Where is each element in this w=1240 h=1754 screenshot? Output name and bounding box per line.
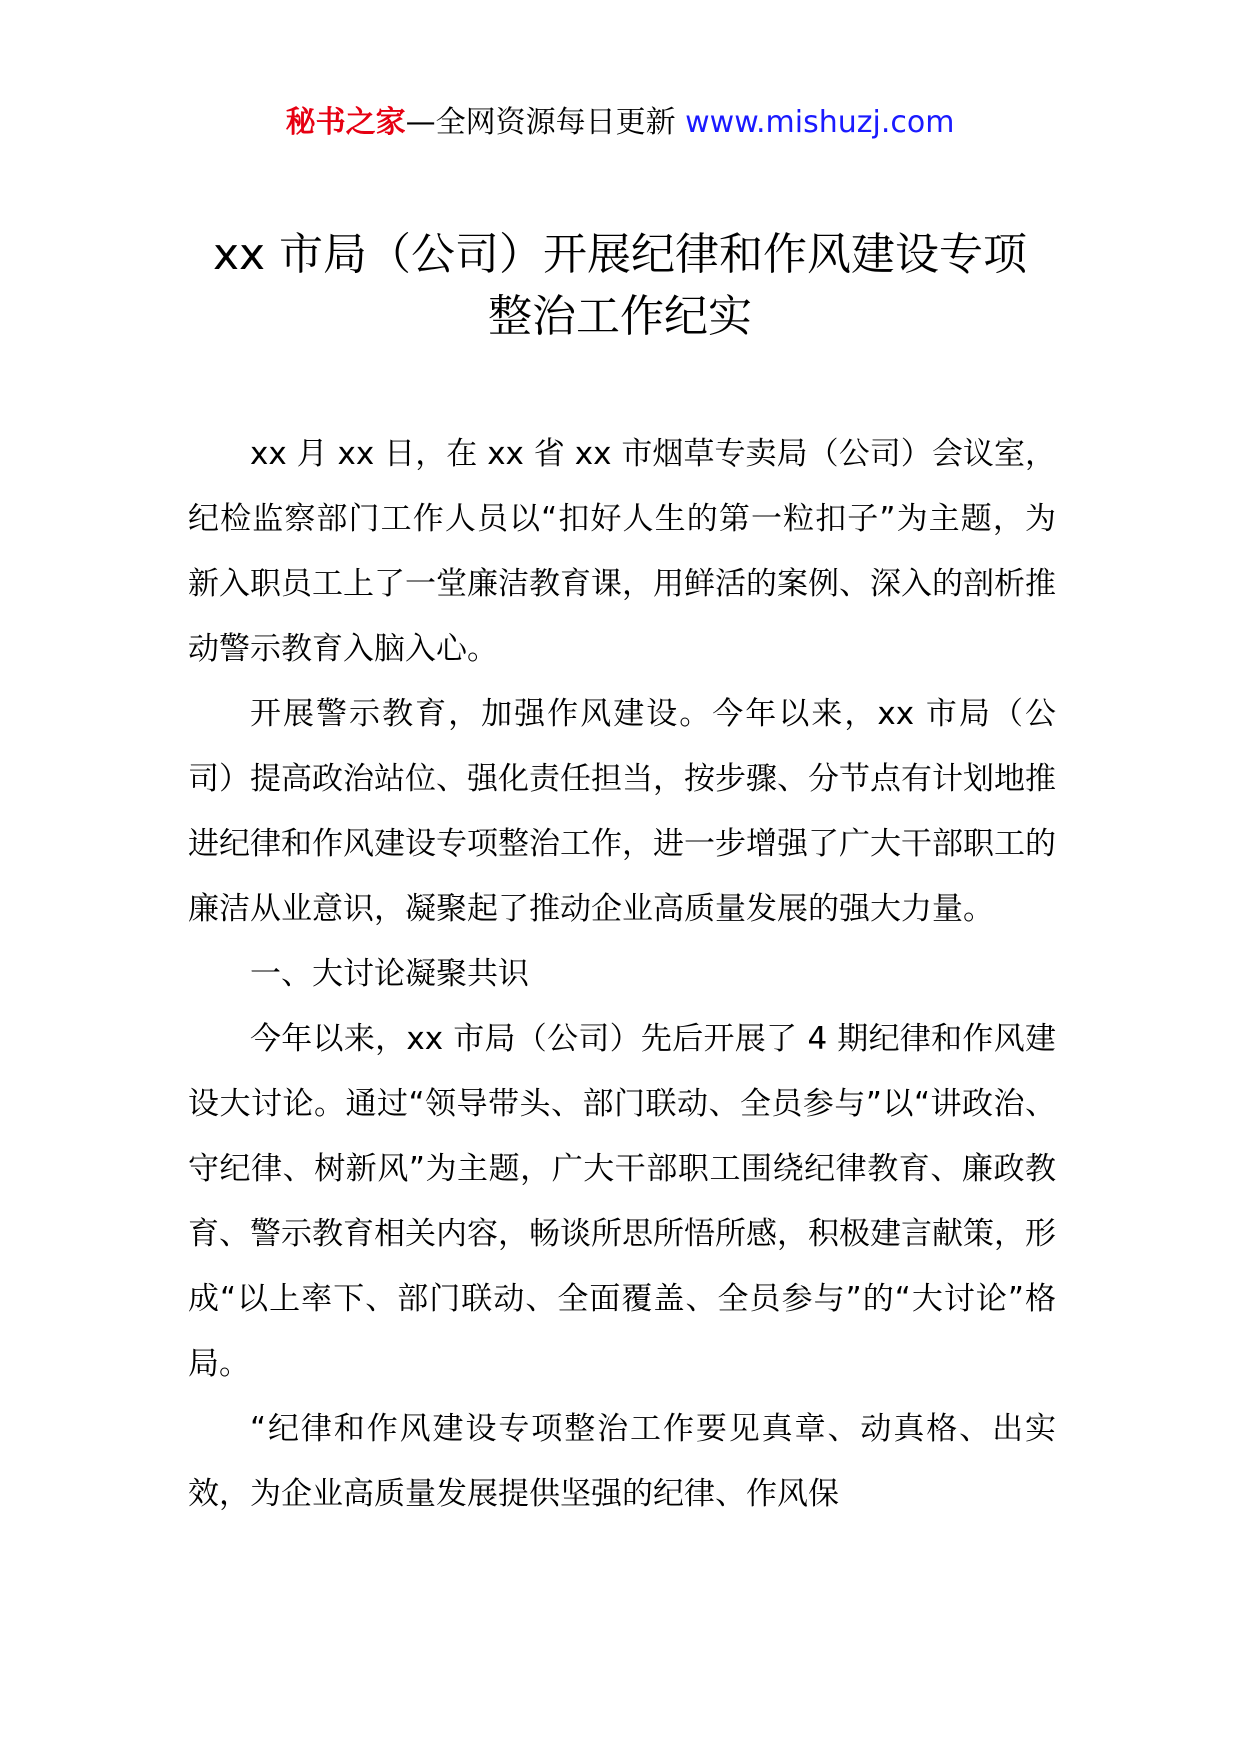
title-line-2: 整治工作纪实	[488, 291, 752, 342]
paragraph-4: “纪律和作风建设专项整治工作要见真章、动真格、出实效，为企业高质量发展提供坚强的纪律、作风保	[188, 1411, 1056, 1512]
document-body	[188, 422, 1056, 1527]
paragraph-3: 今年以来，xx 市局（公司）先后开展了 4 期纪律和作风建设大讨论。通过“领导带头、部门联动、全员参与”以“讲政治、守纪律、树新风”为主题，广大干部职工围绕纪律教育、廉政教育、警示教育相关内容，畅谈所思所悟所感，积极建言献策，形成“以上率下、部门联动、全面覆盖、全员参与”的“大讨论”格局。	[188, 1021, 1056, 1382]
section-heading-1: 一、大讨论凝聚共识	[250, 956, 529, 992]
title-line-1: xx 市局（公司）开展纪律和作风建设专项	[212, 229, 1028, 280]
document-title	[150, 224, 1090, 348]
site-tagline: —全网资源每日更新	[405, 105, 676, 140]
paragraph-2: 开展警示教育，加强作风建设。今年以来，xx 市局（公司）提高政治站位、强化责任担当，按步骤、分节点有计划地推进纪律和作风建设专项整治工作，进一步增强了广大干部职工的廉洁从业意识，凝聚起了推动企业高质量发展的强大力量。	[188, 696, 1056, 927]
site-url-link[interactable]: www.mishuzj.com	[685, 105, 955, 140]
site-banner	[0, 100, 1240, 146]
paragraph-1: xx 月 xx 日，在 xx 省 xx 市烟草专卖局（公司）会议室，纪检监察部门工作人员以“扣好人生的第一粒扣子”为主题，为新入职员工上了一堂廉洁教育课，用鲜活的案例、深入的剖析推动警示教育入脑入心。	[188, 436, 1056, 667]
site-brand: 秘书之家	[285, 105, 406, 140]
